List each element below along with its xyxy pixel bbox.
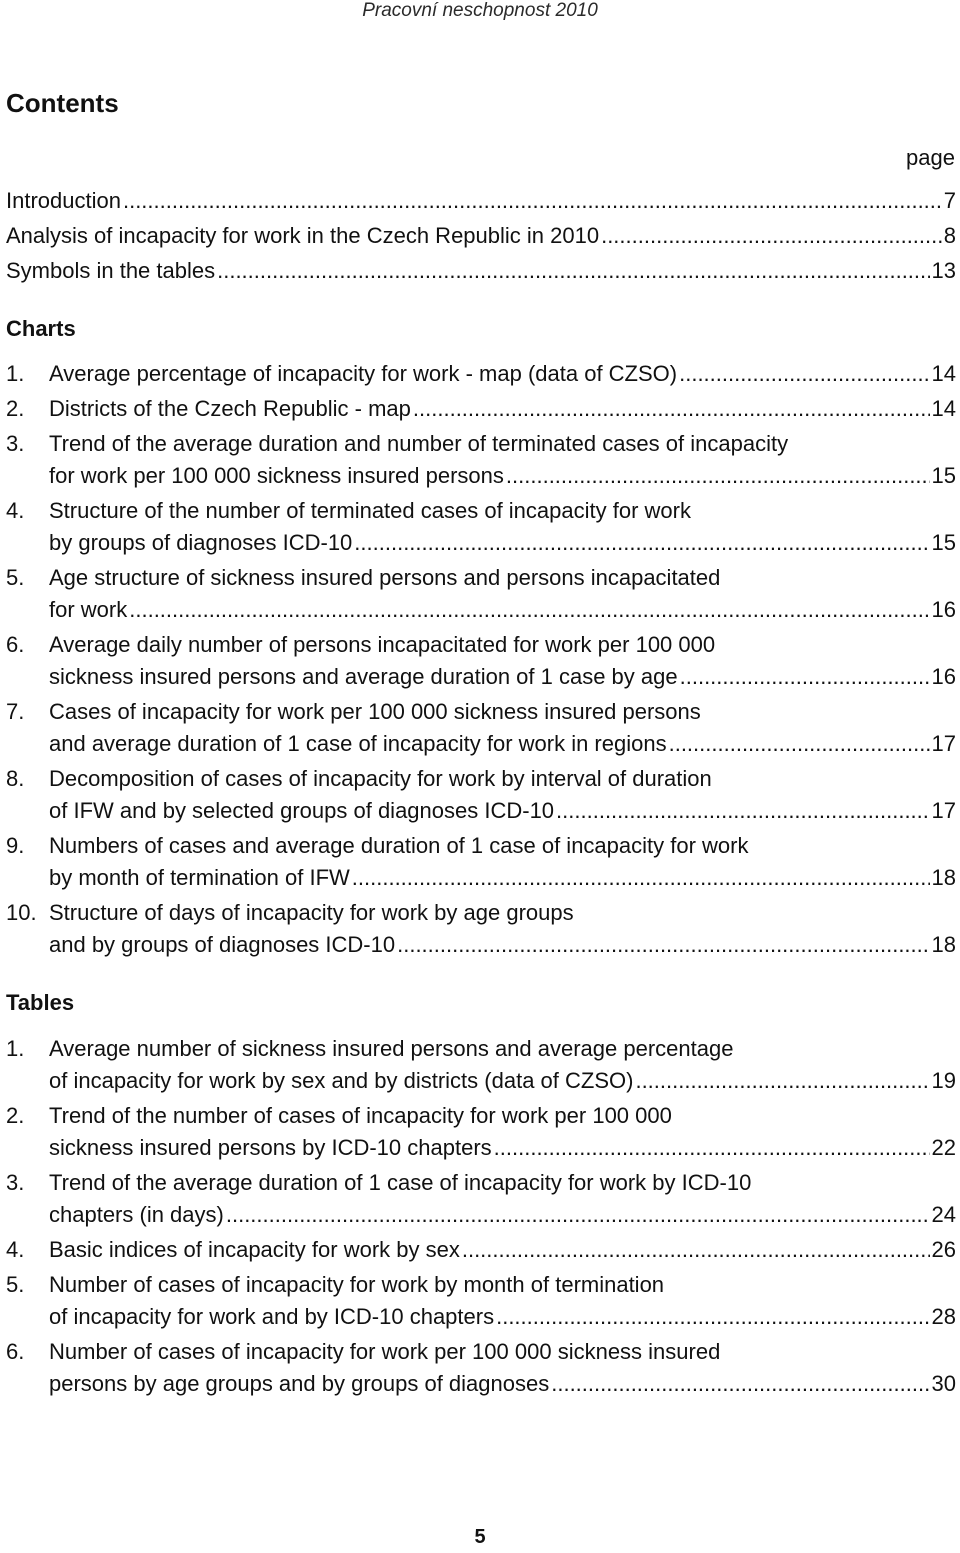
dot-leader (680, 661, 930, 693)
toc-entry[interactable] (6, 428, 956, 492)
page-number: 5 (474, 1526, 486, 1548)
toc-entry[interactable] (6, 562, 956, 626)
entry-title-line: Symbols in the tables (6, 258, 216, 283)
entry-title-line: Average number of sickness insured persons and average percentage (49, 1036, 734, 1061)
toc-entry[interactable] (6, 1033, 956, 1097)
entry-last-line (49, 929, 956, 961)
entry-title-line: Structure of the number of terminated cases of incapacity for work (49, 498, 691, 523)
entry-body (6, 696, 956, 760)
dot-leader (679, 358, 929, 390)
entry-title-line: Average percentage of incapacity for work - map (data of CZSO) (49, 361, 678, 386)
entry-last-line (6, 220, 956, 252)
entry-title-line: chapters (in days) (49, 1202, 224, 1227)
toc-entry[interactable] (6, 495, 956, 559)
entry-title-line: Trend of the average duration and number of terminated cases of incapacity (49, 431, 789, 456)
entry-last-line (49, 728, 956, 760)
entry-last-line (49, 1065, 956, 1097)
entry-title-line: Number of cases of incapacity for work per 100 000 sickness insured (49, 1339, 721, 1364)
entry-page-number: 17 (931, 731, 956, 756)
charts-list (6, 358, 956, 964)
entry-number: 7. (6, 699, 25, 724)
entry-title-line: Numbers of cases and average duration of 1 case of incapacity for work (49, 833, 749, 858)
entry-number: 10. (6, 900, 37, 925)
entry-body (6, 1269, 956, 1333)
dot-leader (397, 929, 929, 961)
entry-last-line (49, 795, 956, 827)
entry-number: 6. (6, 632, 25, 657)
entry-title-line: by groups of diagnoses ICD-10 (49, 530, 353, 555)
charts-heading: Charts (6, 316, 76, 341)
entry-page-number: 14 (931, 361, 956, 386)
entry-page-number: 16 (931, 664, 956, 689)
entry-page-number: 22 (931, 1135, 956, 1160)
entry-last-line (49, 1368, 956, 1400)
toc-entry[interactable] (6, 696, 956, 760)
toc-entry[interactable] (6, 358, 956, 390)
toc-entry[interactable] (6, 897, 956, 961)
entry-title-line: Analysis of incapacity for work in the Czech Republic in 2010 (6, 223, 600, 248)
entry-body (6, 562, 956, 626)
dot-leader (129, 594, 929, 626)
entry-body (6, 763, 956, 827)
entry-page-number: 30 (931, 1371, 956, 1396)
entry-title-line: Decomposition of cases of incapacity for work by interval of duration (49, 766, 712, 791)
entry-last-line (49, 862, 956, 894)
toc-entry[interactable] (6, 255, 956, 287)
dot-leader (556, 795, 929, 827)
toc-entry[interactable] (6, 830, 956, 894)
entry-page-number: 18 (931, 932, 956, 957)
dot-leader (494, 1132, 930, 1164)
entry-title-line: for work (49, 597, 128, 622)
dot-leader (123, 185, 942, 217)
entry-page-number: 8 (943, 223, 956, 248)
entry-title-line: Average daily number of persons incapacitated for work per 100 000 (49, 632, 716, 657)
tables-heading: Tables (6, 990, 75, 1015)
entry-number: 2. (6, 1103, 25, 1128)
dot-leader (413, 393, 930, 425)
dot-leader (462, 1234, 930, 1266)
entry-title-line: Basic indices of incapacity for work by sex (49, 1237, 460, 1262)
dot-leader (217, 255, 929, 287)
entry-number: 2. (6, 396, 25, 421)
entry-page-number: 16 (931, 597, 956, 622)
entry-page-number: 24 (931, 1202, 956, 1227)
entry-body (6, 629, 956, 693)
tables-list (6, 1033, 956, 1403)
dot-leader (551, 1368, 929, 1400)
page-column-label: page (906, 145, 955, 170)
toc-entry[interactable] (6, 220, 956, 252)
entry-number: 5. (6, 1272, 25, 1297)
entry-title-line: Number of cases of incapacity for work by month of termination (49, 1272, 665, 1297)
entry-body (6, 185, 956, 217)
entry-page-number: 15 (931, 463, 956, 488)
entry-page-number: 19 (931, 1068, 956, 1093)
entry-body (6, 897, 956, 961)
entry-title-line: for work per 100 000 sickness insured persons (49, 463, 504, 488)
entry-number: 8. (6, 766, 25, 791)
entry-page-number: 7 (943, 188, 956, 213)
entry-title-line: Trend of the number of cases of incapacity for work per 100 000 (49, 1103, 672, 1128)
toc-entry[interactable] (6, 1167, 956, 1231)
entry-page-number: 15 (931, 530, 956, 555)
page-title: Contents (6, 88, 119, 118)
entry-page-number: 14 (931, 396, 956, 421)
entry-last-line (49, 527, 956, 559)
entry-title-line: by month of termination of IFW (49, 865, 350, 890)
entry-number: 6. (6, 1339, 25, 1364)
entry-body (6, 220, 956, 252)
entry-title-line: of incapacity for work and by ICD-10 chapters (49, 1304, 495, 1329)
entry-last-line (49, 393, 956, 425)
entry-page-number: 18 (931, 865, 956, 890)
intro-list (6, 185, 956, 290)
entry-title-line: Cases of incapacity for work per 100 000 sickness insured persons (49, 699, 701, 724)
entry-last-line (49, 460, 956, 492)
entry-page-number: 26 (931, 1237, 956, 1262)
entry-number: 9. (6, 833, 25, 858)
entry-last-line (49, 594, 956, 626)
toc-entry[interactable] (6, 1234, 956, 1266)
entry-body (6, 393, 956, 425)
dot-leader (352, 862, 930, 894)
entry-last-line (49, 661, 956, 693)
dot-leader (506, 460, 930, 492)
toc-entry[interactable] (6, 629, 956, 693)
entry-title-line: Structure of days of incapacity for work by age groups (49, 900, 574, 925)
dot-leader (635, 1065, 929, 1097)
toc-entry[interactable] (6, 1336, 956, 1400)
toc-entry[interactable] (6, 763, 956, 827)
entry-page-number: 17 (931, 798, 956, 823)
entry-last-line (6, 255, 956, 287)
dot-leader (354, 527, 929, 559)
entry-last-line (49, 1199, 956, 1231)
entry-number: 1. (6, 1036, 25, 1061)
toc-entry[interactable] (6, 1269, 956, 1333)
entry-title-line: sickness insured persons and average duration of 1 case by age (49, 664, 678, 689)
entry-number: 3. (6, 1170, 25, 1195)
entry-last-line (49, 1132, 956, 1164)
running-header: Pracovní neschopnost 2010 (362, 0, 598, 21)
entry-page-number: 13 (931, 258, 956, 283)
entry-last-line (49, 1301, 956, 1333)
entry-title-line: Districts of the Czech Republic - map (49, 396, 411, 421)
entry-last-line (49, 358, 956, 390)
entry-body (6, 428, 956, 492)
entry-body (6, 1033, 956, 1097)
entry-number: 1. (6, 361, 25, 386)
toc-entry[interactable] (6, 1100, 956, 1164)
entry-body (6, 1100, 956, 1164)
toc-entry[interactable] (6, 393, 956, 425)
entry-body (6, 830, 956, 894)
dot-leader (496, 1301, 929, 1333)
entry-number: 3. (6, 431, 25, 456)
dot-leader (226, 1199, 930, 1231)
dot-leader (601, 220, 942, 252)
entry-body (6, 1167, 956, 1231)
entry-body (6, 1234, 956, 1266)
entry-body (6, 358, 956, 390)
entry-number: 4. (6, 1237, 25, 1262)
entry-number: 4. (6, 498, 25, 523)
entry-title-line: persons by age groups and by groups of diagnoses (49, 1371, 550, 1396)
entry-title-line: of incapacity for work by sex and by districts (data of CZSO) (49, 1068, 634, 1093)
entry-body (6, 255, 956, 287)
entry-title-line: and by groups of diagnoses ICD-10 (49, 932, 396, 957)
toc-entry[interactable] (6, 185, 956, 217)
entry-title-line: and average duration of 1 case of incapacity for work in regions (49, 731, 667, 756)
dot-leader (669, 728, 930, 760)
entry-title-line: of IFW and by selected groups of diagnoses ICD-10 (49, 798, 555, 823)
entry-body (6, 1336, 956, 1400)
entry-page-number: 28 (931, 1304, 956, 1329)
entry-title-line: Introduction (6, 188, 121, 213)
entry-number: 5. (6, 565, 25, 590)
entry-last-line (49, 1234, 956, 1266)
entry-title-line: Trend of the average duration of 1 case of incapacity for work by ICD-10 (49, 1170, 752, 1195)
entry-body (6, 495, 956, 559)
entry-title-line: Age structure of sickness insured persons and persons incapacitated (49, 565, 721, 590)
entry-title-line: sickness insured persons by ICD-10 chapters (49, 1135, 492, 1160)
entry-last-line (6, 185, 956, 217)
